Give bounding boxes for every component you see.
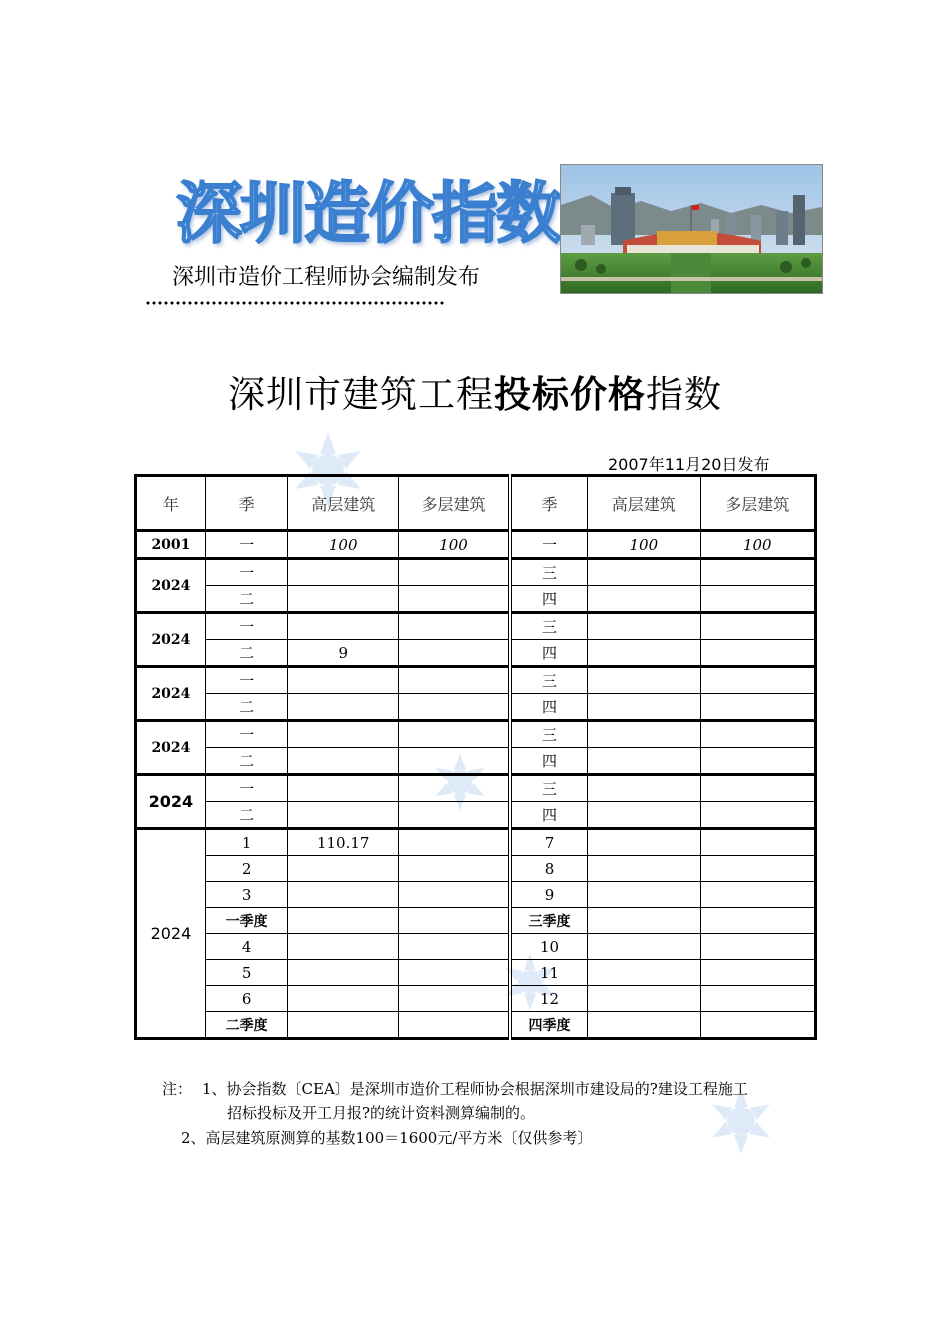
table-cell: 7: [510, 829, 588, 856]
table-cell: [700, 986, 815, 1012]
title-part-1: 深圳市建筑工程: [228, 373, 494, 416]
table-cell: 12: [510, 986, 588, 1012]
table-cell: 一: [205, 721, 288, 748]
title-part-2: 指数: [646, 373, 722, 416]
table-cell: 10: [510, 934, 588, 960]
table-cell: 一: [205, 613, 288, 640]
header-year: 年: [136, 476, 206, 531]
table-cell: 三: [510, 613, 588, 640]
table-cell: [700, 775, 815, 802]
table-row: [136, 1012, 816, 1039]
table-cell: 6: [205, 986, 288, 1012]
table-cell: [588, 829, 700, 856]
dotted-divider: [145, 300, 445, 306]
header-high-rise: 高层建筑: [288, 476, 399, 531]
table-cell: [588, 882, 700, 908]
table-cell: [700, 721, 815, 748]
table-cell: 5: [205, 960, 288, 986]
table-cell: [700, 586, 815, 613]
table-cell: [399, 1012, 510, 1039]
table-cell: 3: [205, 882, 288, 908]
table-cell: [588, 640, 700, 667]
table-cell: [288, 1012, 399, 1039]
table-row: [136, 960, 816, 986]
table-cell: [700, 829, 815, 856]
table-cell: [700, 1012, 815, 1039]
table-row: [136, 748, 816, 775]
year-cell: 2024: [136, 559, 206, 613]
table-row: [136, 934, 816, 960]
header-multi-storey-2: 多层建筑: [700, 476, 815, 531]
table-cell: [700, 694, 815, 721]
table-row: [136, 908, 816, 934]
table-cell: 100: [700, 531, 815, 559]
table-cell: 四: [510, 802, 588, 829]
table-cell: [399, 775, 510, 802]
year-cell: 2024: [136, 721, 206, 775]
table-cell: [588, 559, 700, 586]
table-cell: [399, 694, 510, 721]
table-row: [136, 856, 816, 882]
table-row: [136, 882, 816, 908]
table-cell: [700, 613, 815, 640]
table-cell: [399, 960, 510, 986]
note-1-line-2: 招标投标及开工月报?的统计资料测算编制的。: [227, 1104, 536, 1122]
header-high-rise-2: 高层建筑: [588, 476, 700, 531]
table-cell: [399, 586, 510, 613]
table-cell: [588, 986, 700, 1012]
table-row: [136, 986, 816, 1012]
table-cell: 三: [510, 775, 588, 802]
table-cell: [399, 640, 510, 667]
table-cell: 一: [205, 531, 288, 559]
table-cell: [399, 721, 510, 748]
table-cell: [700, 960, 815, 986]
table-cell: 四: [510, 586, 588, 613]
table-cell: 四: [510, 640, 588, 667]
table-cell: [288, 721, 399, 748]
base-year: 2001: [136, 531, 206, 559]
table-row: [136, 721, 816, 748]
table-cell: [399, 882, 510, 908]
table-row: [136, 667, 816, 694]
table-cell: [288, 775, 399, 802]
table-row: [136, 829, 816, 856]
table-cell: 二: [205, 694, 288, 721]
table-cell: [588, 908, 700, 934]
table-cell: 100: [588, 531, 700, 559]
table-cell: [288, 856, 399, 882]
price-index-table: [134, 474, 817, 1040]
base-row: [136, 531, 816, 559]
page-title: [0, 364, 950, 418]
logo-title: 深圳造价指数: [176, 175, 560, 252]
table-cell: [700, 856, 815, 882]
table-cell: [288, 613, 399, 640]
table-cell: [588, 1012, 700, 1039]
table-cell: [588, 748, 700, 775]
table-cell: [700, 748, 815, 775]
table-cell: 2: [205, 856, 288, 882]
table-cell: [588, 694, 700, 721]
table-header-row: [136, 476, 816, 531]
table-row: [136, 775, 816, 802]
table-row: [136, 694, 816, 721]
header-season-2: 季: [510, 476, 588, 531]
table-cell: [588, 667, 700, 694]
table-cell: 4: [205, 934, 288, 960]
table-cell: [588, 613, 700, 640]
table-cell: [700, 882, 815, 908]
year-cell: 2024: [136, 775, 206, 829]
table-cell: 8: [510, 856, 588, 882]
table-cell: 100: [288, 531, 399, 559]
table-cell: 二: [205, 640, 288, 667]
table-cell: [288, 748, 399, 775]
table-cell: 四: [510, 748, 588, 775]
table-cell: [288, 667, 399, 694]
table-cell: [399, 802, 510, 829]
year-cell: 2024: [136, 829, 206, 1039]
table-cell: 一: [205, 775, 288, 802]
table-cell: [288, 802, 399, 829]
quarter-label: 二季度: [205, 1012, 288, 1039]
table-cell: [399, 934, 510, 960]
table-cell: [399, 748, 510, 775]
table-cell: 9: [510, 882, 588, 908]
title-bold: 投标价格: [494, 373, 646, 416]
table-cell: [288, 908, 399, 934]
table-cell: [288, 960, 399, 986]
table-cell: [588, 934, 700, 960]
table-cell: [588, 960, 700, 986]
table-cell: [700, 559, 815, 586]
notes-prefix: 注：: [162, 1080, 193, 1098]
table-cell: [399, 856, 510, 882]
table-cell: 一: [205, 559, 288, 586]
table-cell: [588, 775, 700, 802]
table-cell: [288, 694, 399, 721]
table-cell: 110.17: [288, 829, 399, 856]
table-cell: 三: [510, 559, 588, 586]
quarter-label: 三季度: [510, 908, 588, 934]
table-cell: [288, 586, 399, 613]
table-cell: 三: [510, 721, 588, 748]
table-cell: [399, 986, 510, 1012]
table-cell: 二: [205, 802, 288, 829]
table-cell: 9: [288, 640, 399, 667]
table-row: [136, 640, 816, 667]
table-row: [136, 613, 816, 640]
table-cell: 一: [510, 531, 588, 559]
table-cell: 四: [510, 694, 588, 721]
table-cell: [288, 882, 399, 908]
table-cell: 二: [205, 586, 288, 613]
quarter-label: 四季度: [510, 1012, 588, 1039]
table-cell: [288, 986, 399, 1012]
header-multi-storey: 多层建筑: [399, 476, 510, 531]
table-cell: [700, 802, 815, 829]
table-row: [136, 802, 816, 829]
table-cell: [700, 908, 815, 934]
table-cell: [700, 640, 815, 667]
table-cell: [288, 559, 399, 586]
table-cell: [588, 586, 700, 613]
table-cell: [700, 667, 815, 694]
table-cell: [588, 721, 700, 748]
header-season: 季: [205, 476, 288, 531]
table-cell: 11: [510, 960, 588, 986]
table-cell: [399, 559, 510, 586]
note-2: 2、高层建筑原测算的基数100＝1600元/平方米〔仅供参考〕: [181, 1129, 593, 1147]
table-cell: 100: [399, 531, 510, 559]
table-cell: [399, 667, 510, 694]
table-cell: [700, 934, 815, 960]
table-row: [136, 559, 816, 586]
publisher-line: 深圳市造价工程师协会编制发布: [172, 265, 481, 290]
table-cell: [399, 613, 510, 640]
publish-date: 2007年11月20日发布: [608, 455, 770, 474]
year-cell: 2024: [136, 667, 206, 721]
table-cell: [588, 856, 700, 882]
table-cell: [288, 934, 399, 960]
table-cell: 二: [205, 748, 288, 775]
city-civic-center-photo: [560, 164, 823, 294]
table-cell: [588, 802, 700, 829]
quarter-label: 一季度: [205, 908, 288, 934]
table-cell: [399, 829, 510, 856]
table-cell: [399, 908, 510, 934]
year-cell: 2024: [136, 613, 206, 667]
table-cell: 三: [510, 667, 588, 694]
note-1-line-1: 1、协会指数〔CEA〕是深圳市造价工程师协会根据深圳市建设局的?建设工程施工: [202, 1080, 748, 1098]
table-cell: 1: [205, 829, 288, 856]
table-cell: 一: [205, 667, 288, 694]
table-row: [136, 586, 816, 613]
